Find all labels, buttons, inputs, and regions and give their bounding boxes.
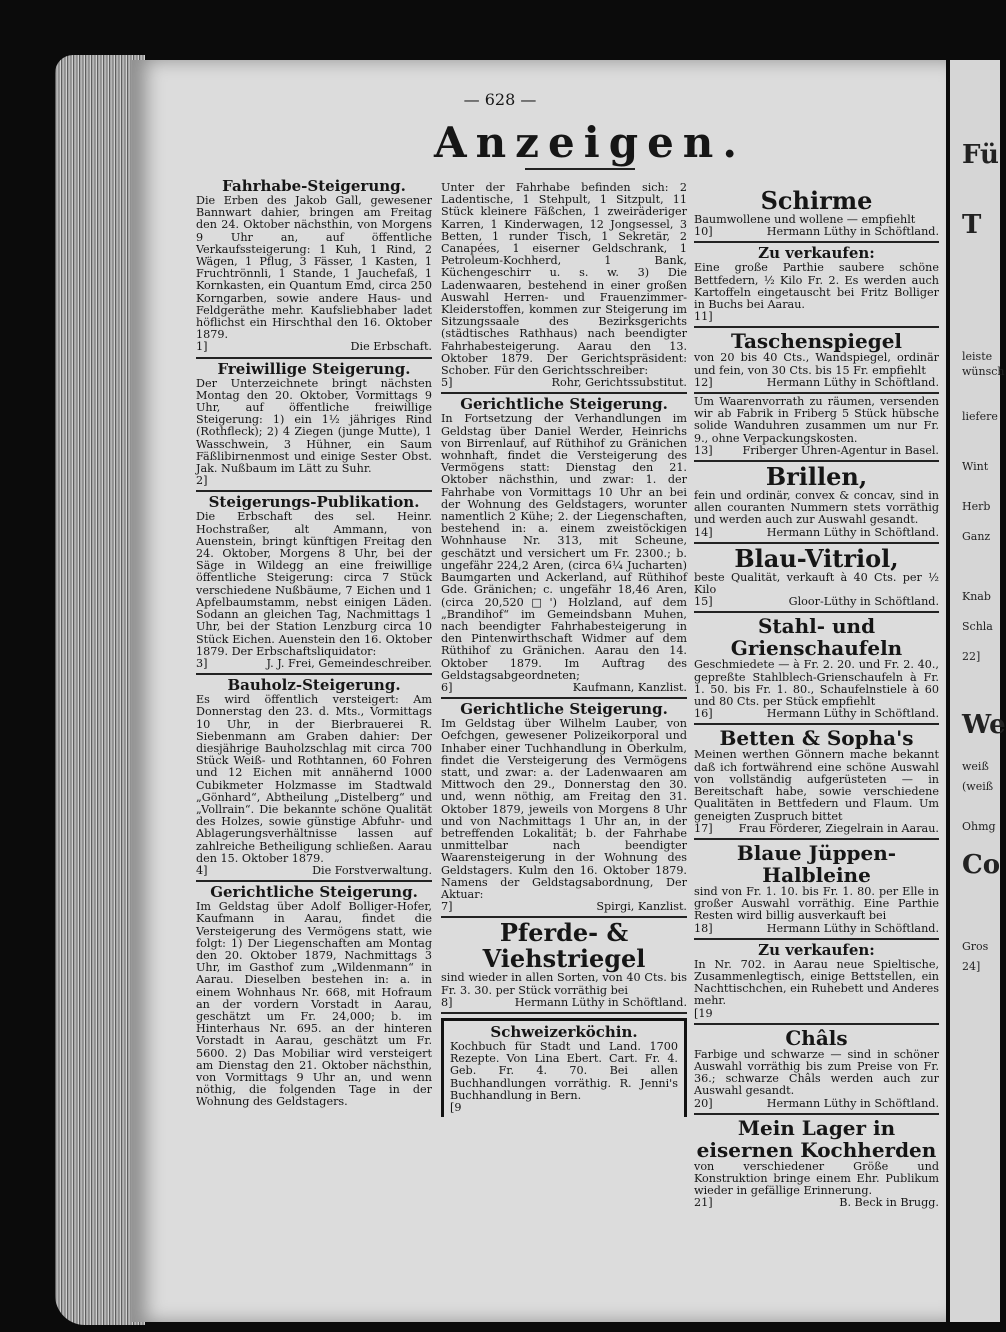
facing-page-text: Co bbox=[962, 850, 1001, 880]
advertisement bbox=[196, 675, 432, 882]
ad-signature: Die Forstverwaltung. bbox=[312, 863, 432, 877]
advertisement bbox=[694, 840, 939, 940]
ad-number: 12] bbox=[694, 375, 713, 389]
ad-number: 4] bbox=[196, 863, 208, 877]
ad-number: 5] bbox=[441, 376, 453, 390]
advertisement bbox=[441, 1018, 687, 1117]
advertisement bbox=[694, 613, 939, 725]
advertisement bbox=[441, 918, 687, 1014]
facing-page-text: Knab bbox=[962, 590, 991, 603]
ad-body: fein und ordinär, convex & concav, sind in allen couranten Nummern stets vorräthig und werden auch zur Auswahl gesandt. bbox=[694, 489, 939, 527]
ad-footer bbox=[441, 997, 687, 1009]
ad-footer bbox=[694, 445, 939, 457]
advertisement bbox=[441, 699, 687, 918]
facing-page-text: Herb bbox=[962, 500, 991, 513]
ad-number: 20] bbox=[694, 1096, 713, 1110]
ad-body: von verschiedener Größe und Konstruktion bringe einem Ehr. Publikum wieder in gefällige Erinnerung. bbox=[694, 1159, 939, 1198]
ad-heading: Gerichtliche Steigerung. bbox=[460, 395, 668, 414]
ad-heading: Zu verkaufen: bbox=[758, 244, 875, 263]
ad-body: Geschmiedete — à Fr. 2. 20. und Fr. 2. 40., gepreßte Stahlblech-Grienschaufeln à Fr. 1. 50. bis Fr. 1. 80., Schaufelnstiele à 60 und 80 Cts. per Stück empfiehlt bbox=[694, 658, 939, 709]
ad-signature: Friberger Uhren-Agentur in Basel. bbox=[742, 443, 939, 457]
ad-heading: Freiwillige Steigerung. bbox=[217, 359, 411, 378]
facing-page-fragment bbox=[950, 60, 1006, 1322]
facing-page-text: Ohmg bbox=[962, 820, 996, 833]
advertisement bbox=[694, 1115, 939, 1213]
ad-number: [9 bbox=[450, 1101, 462, 1114]
ad-body: Es wird öffentlich versteigert: Am Donnerstag den 23. d. Mts., Vormittags 10 Uhr, in der Bierbrauerei R. Siebenmann am Graben dahier: Der diesjährige Bauholzschlag mit circa 700 Stück Weiß- und Rothtannen, 60 Fohren und 12 Eichen mit annähernd 1000 Cubikmeter Holzmasse im Stadtwald „Gönhard“, Abtheilung „Distelberg“ und „Vollrain“. Die bekannte schöne Qualität des Holzes, sowie günstige Abfuhr- und Ablagerungsverhältnisse lassen auf zahlreiche Betheiligung schließen. Aarau den 15. Oktober 1879. bbox=[196, 693, 432, 865]
ad-heading: Zu verkaufen: bbox=[758, 940, 875, 959]
advertisement bbox=[694, 243, 939, 328]
ad-body: sind von Fr. 1. 10. bis Fr. 1. 80. per Elle in großer Auswahl vorräthig. Eine Parthie Resten wird billig ausverkauft bei bbox=[694, 884, 939, 923]
ad-signature: B. Beck in Brugg. bbox=[839, 1196, 939, 1210]
advertisement bbox=[694, 544, 939, 614]
ad-heading: Gerichtliche Steigerung. bbox=[210, 883, 418, 902]
ad-footer bbox=[694, 377, 939, 389]
ad-footer bbox=[694, 311, 939, 323]
ad-body: Meinen werthen Gönnern mache bekannt daß ich fortwährend eine schöne Auswahl von vollständig aufgerüsteten — in Bereitschaft habe, sowie verschiedene Qualitäten in Bettfedern und Flaum. Um geneigten Zuspruch bittet bbox=[694, 748, 939, 823]
facing-page-text: Fü bbox=[962, 140, 999, 170]
ad-footer bbox=[196, 475, 432, 487]
advertisement bbox=[694, 394, 939, 462]
facing-page-text: Gros bbox=[962, 940, 989, 953]
facing-page-text: weiß bbox=[962, 760, 989, 773]
ad-body: Farbige und schwarze — sind in schöner Auswahl vorräthig bis zum Preise von Fr. 36.; schwarze Châls werden auch zur Auswahl gesandt. bbox=[694, 1047, 939, 1098]
ad-number: 21] bbox=[694, 1196, 713, 1210]
facing-page-text: leiste bbox=[962, 350, 993, 363]
ad-signature: Gloor-Lüthy in Schöftland. bbox=[788, 595, 939, 609]
ad-number: 14] bbox=[694, 525, 713, 539]
ad-heading: Betten & Sopha's bbox=[719, 726, 914, 751]
ad-body: Im Geldstag über Wilhelm Lauber, von Oefchgen, gewesener Polizeikorporal und Inhaber einer Tuchhandlung in Oberkulm, findet die Versteigerung des Vermögens statt, und zwar: a. der Ladenwaaren am Mittwoch den 29., Donnerstag den 30. und, wenn nöthig, am Freitag den 31. Oktober 1879, jeweils von Morgens 8 Uhr und von Nachmittags 1 Uhr an, in der betreffenden Lokalität; b. der Fahrhabe unmittelbar nach beendigter Waarensteigerung in der Wohnung des Geldstagers. Kulm den 16. Oktober 1879. Namens der Geldstagsabordnung, Der Aktuar: bbox=[441, 717, 687, 901]
ad-signature: Hermann Lüthy in Schöftland. bbox=[766, 525, 939, 539]
ad-number: 10] bbox=[694, 225, 713, 239]
ad-signature: Rohr, Gerichtssubstitut. bbox=[551, 376, 687, 390]
ad-body: beste Qualität, verkauft à 40 Cts. per ½ Kilo bbox=[694, 570, 939, 597]
title-rule bbox=[525, 168, 635, 170]
ad-footer bbox=[694, 527, 939, 539]
ad-signature: Frau Förderer, Ziegelrain in Aarau. bbox=[738, 821, 939, 835]
ad-heading: Stahl- und Grienschaufeln bbox=[730, 614, 903, 661]
ad-heading: Taschenspiegel bbox=[730, 329, 903, 354]
ad-heading: Schweizerköchin. bbox=[490, 1022, 638, 1041]
ad-heading: Châls bbox=[785, 1025, 848, 1050]
column-1 bbox=[196, 176, 432, 1112]
ad-signature: Hermann Lüthy in Schöftland. bbox=[514, 995, 687, 1009]
ad-number: 18] bbox=[694, 921, 713, 935]
ad-footer bbox=[196, 865, 432, 877]
facing-page-text: Schla bbox=[962, 620, 993, 633]
ad-footer bbox=[450, 1102, 678, 1114]
ad-signature: Die Erbschaft. bbox=[350, 340, 432, 354]
ad-body: Die Erbschaft des sel. Heinr. Hochstraßer, alt Ammann, von Auenstein, bringt künftigen Freitag den 24. Oktober, Morgens 8 Uhr, bei der Säge in Wildegg an eine freiwillige öffentliche Steigerung: circa 7 Stück verschiedene Nußbäume, 7 Eichen und 1 Apfelbaumstamm, nebst einigen Läden. Sodann an gleichen Tag, Nachmittags 1 Uhr, bei der Station Lenzburg circa 10 Stück Eichen. Auenstein den 16. Oktober 1879. Der Erbschaftsliquidator: bbox=[196, 510, 432, 658]
facing-page-text: liefere bbox=[962, 410, 998, 423]
ad-footer bbox=[196, 658, 432, 670]
facing-page-text: wünsch bbox=[962, 365, 1005, 378]
ad-number: 1] bbox=[196, 340, 208, 354]
facing-page-text: 22] bbox=[962, 650, 981, 663]
ad-heading: Steigerungs-Publikation. bbox=[208, 493, 420, 512]
ad-number: 15] bbox=[694, 595, 713, 609]
column-3 bbox=[694, 186, 939, 1213]
advertisement bbox=[441, 180, 687, 394]
ad-body: In Nr. 702. in Aarau neue Spieltische, Zusammenlegtisch, einige Bettstellen, ein Nachttischchen, ein Ruhebett und Anderes mehr. bbox=[694, 957, 939, 1008]
ad-signature: Kaufmann, Kanzlist. bbox=[572, 680, 687, 694]
ad-signature: Spirgi, Kanzlist. bbox=[596, 900, 687, 914]
ad-number: 13] bbox=[694, 443, 713, 457]
ad-number: [19 bbox=[694, 1006, 713, 1020]
ad-body: Um Waarenvorrath zu räumen, versenden wir ab Fabrik in Friberg 5 Stück hübsche solide Wanduhren zusammen um nur Fr. 9., ohne Verpackungskosten. bbox=[694, 395, 939, 445]
ad-number: 16] bbox=[694, 707, 713, 721]
ad-footer bbox=[694, 708, 939, 720]
advertisement bbox=[694, 940, 939, 1025]
ad-number: 3] bbox=[196, 656, 208, 670]
ad-body: Der Unterzeichnete bringt nächsten Montag den 20. Oktober, Vormittags 9 Uhr, auf öffentliche freiwillige Steigerung: 1) ein 1½ jähriges Rind (Rothfleck); 2) 4 Ziegen (junge Mutte), 1 Wasschwein, 3 Hühner, ein Saum Fäßlibirnenmost und einige Sester Obst. Jak. Nußbaum im Lätt zu Suhr. bbox=[196, 376, 432, 476]
advertisement bbox=[196, 492, 432, 675]
facing-page-text: Ganz bbox=[962, 530, 991, 543]
ad-heading: Schirme bbox=[760, 186, 873, 215]
ad-footer bbox=[441, 682, 687, 694]
advertisement bbox=[694, 725, 939, 839]
ad-number: 8] bbox=[441, 995, 453, 1009]
page-number: — 628 — bbox=[463, 90, 537, 109]
ad-number: 17] bbox=[694, 821, 713, 835]
ad-footer bbox=[694, 1008, 939, 1020]
advertisement bbox=[694, 1025, 939, 1115]
advertisement bbox=[694, 328, 939, 394]
ad-body: Unter der Fahrhabe befinden sich: 2 Ladentische, 1 Stehpult, 1 Sitzpult, 11 Stück kleinere Fäßchen, 1 zweiräderiger Karren, 1 Kinderwagen, 12 Jongsessel, 3 Betten, 1 runder Tisch, 1 Sekretär, 2 Canapées, 1 eiserner Geldschrank, 1 Petroleum-Kochherd, 1 Bank, Küchengeschirr u. s. w. 3) Die Ladenwaaren, bestehend in einer großen Auswahl Herren- und Frauenzimmer-Kleiderstoffen, kommen zur Steigerung im Sitzungssaale des Bezirksgerichts (städtisches Rathhaus) nach beendigter Fahrhabesteigerung. Aarau den 13. Oktober 1879. Der Gerichtspräsident: Schober. Für den Gerichtsschreiber: bbox=[441, 181, 687, 378]
facing-page-text: (weiß bbox=[962, 780, 994, 793]
advertisement bbox=[441, 394, 687, 699]
ad-heading: Brillen, bbox=[765, 462, 868, 492]
advertisement bbox=[196, 359, 432, 493]
ad-number: 7] bbox=[441, 900, 453, 914]
advertisement bbox=[196, 882, 432, 1111]
ad-body: Eine große Parthie saubere schöne Bettfedern, ½ Kilo Fr. 2. Es werden auch Kartoffeln eingetauscht bei Fritz Bolliger in Buchs bei Aarau. bbox=[694, 261, 939, 312]
ad-heading: Gerichtliche Steigerung. bbox=[460, 700, 668, 719]
ad-body: sind wieder in allen Sorten, von 40 Cts. bis Fr. 3. 30. per Stück vorräthig bei bbox=[441, 971, 687, 997]
ad-signature: Hermann Lüthy in Schöftland. bbox=[766, 1096, 939, 1110]
ad-signature: J. J. Frei, Gemeindeschreiber. bbox=[266, 656, 432, 670]
ad-heading: Pferde- & Viehstriegel bbox=[482, 918, 646, 974]
ad-body: von 20 bis 40 Cts., Wandspiegel, ordinär und fein, von 30 Cts. bis 15 Fr. empfiehlt bbox=[694, 351, 939, 377]
facing-page-text: Wint bbox=[962, 460, 989, 473]
facing-page-text: 24] bbox=[962, 960, 981, 973]
ad-footer bbox=[694, 823, 939, 835]
ad-footer bbox=[694, 923, 939, 935]
ad-footer bbox=[694, 596, 939, 608]
ad-heading: Fahrhabe-Steigerung. bbox=[222, 177, 406, 195]
ad-body: Kochbuch für Stadt und Land. 1700 Rezepte. Von Lina Ebert. Cart. Fr. 4. Geb. Fr. 4. 70. Bei allen Buchhandlungen vorräthig. R. Jenni's Buchhandlung in Bern. bbox=[450, 1039, 678, 1102]
ad-signature: Hermann Lüthy in Schöftland. bbox=[766, 921, 939, 935]
ad-heading: Blaue Jüppen-Halbleine bbox=[736, 840, 897, 887]
ad-footer bbox=[441, 377, 687, 389]
ad-footer bbox=[441, 901, 687, 913]
ad-number: 2] bbox=[196, 474, 208, 488]
ad-signature: Hermann Lüthy in Schöftland. bbox=[766, 375, 939, 389]
ad-footer bbox=[694, 226, 939, 238]
ad-body: Im Geldstag über Adolf Bolliger-Hofer, Kaufmann in Aarau, findet die Versteigerung des Vermögens statt, wie folgt: 1) Der Liegenschaften am Montag den 20. Oktober 1879, Nachmittags 3 Uhr, im Gasthof zum „Wildenmann“ in Aarau. Dieselben bestehen in: a. in einem Wohnhaus Nr. 668, mit Hofraum an der vordern Vorstadt in Aarau, geschätzt um Fr. 24,000; b. im Hinterhaus Nr. 695. an der hinteren Vorstadt in Aarau, geschätzt um Fr. 5600. 2) Das Mobiliar wird versteigert am Dienstag den 21. Oktober nächsthin, von Vormittags 9 Uhr an, und wenn nöthig, die folgenden Tage in der Wohnung des Geldstagers. bbox=[196, 900, 432, 1109]
ad-number: 11] bbox=[694, 310, 713, 324]
ad-body: Die Erben des Jakob Gall, gewesener Bannwart dahier, bringen am Freitag den 24. Oktober nächsthin, von Morgens 9 Uhr an, auf öffentliche Verkaufssteigerung: 1 Kuh, 1 Rind, 2 Wägen, 1 Pflug, 3 Fässer, 1 Kasten, 1 Fruchtrönnli, 1 Stande, 1 Jauchefaß, 1 Kornkasten, ein Quantum Emd, circa 250 Korngarben, sowie andere Haus- und Feldgeräthe mehr. Kaufsliebhaber ladet höflichst ein Hirschthal den 16. Oktober 1879. bbox=[196, 194, 432, 342]
ad-heading: Mein Lager in eisernen Kochherden bbox=[696, 1115, 937, 1162]
advertisement bbox=[694, 186, 939, 243]
ad-footer bbox=[694, 1197, 939, 1209]
advertisement bbox=[694, 462, 939, 544]
ad-heading: Blau-Vitriol, bbox=[734, 543, 899, 573]
advertisement bbox=[196, 176, 432, 359]
facing-page-text: T bbox=[962, 210, 982, 240]
ad-signature: Hermann Lüthy in Schöftland. bbox=[766, 707, 939, 721]
ad-body: In Fortsetzung der Verhandlungen im Geldstag über Daniel Werder, Heinrichs von Birrenlauf, auf Rüthihof zu Gränichen wohnhaft, findet die Versteigerung des Vermögens statt: Dienstag den 21. Oktober nächsthin, und zwar: 1. der Fahrhabe von Vormittags 10 Uhr an bei der Wohnung des Geldstagers, worunter namentlich 2 Kühe; 2. der Liegenschaften, bestehend in: a. einem zweistöckigen Wohnhause Nr. 313, mit Scheune, geschätzt und versichert um Fr. 2300.; b. ungefähr 224,2 Aren, (circa 6¼ Jucharten) Baumgarten und Ackerland, auf Rüthihof Gde. Gränichen; c. ungefähr 18,46 Aren, (circa 20,520□') Holzland, auf dem „Brandihof“ im Gemeindsbann Muhen, nach beendigter Fahrhabesteigerung in den Pintenwirthschaft Widmer auf dem Rüthihof zu Gränichen. Aarau den 14. Oktober 1879. Im Auftrag des Geldstagsabgeordneten; bbox=[441, 412, 687, 682]
ad-signature: Hermann Lüthy in Schöftland. bbox=[766, 225, 939, 239]
ad-heading: Bauholz-Steigerung. bbox=[227, 676, 401, 695]
column-2 bbox=[441, 180, 687, 1121]
ad-body: Baumwollene und wollene — empfiehlt bbox=[694, 213, 916, 226]
page-title: Anzeigen. bbox=[434, 118, 746, 167]
ad-footer bbox=[694, 1098, 939, 1110]
facing-page-text: We bbox=[962, 710, 1006, 740]
ad-footer bbox=[196, 341, 432, 353]
ad-number: 6] bbox=[441, 680, 453, 694]
